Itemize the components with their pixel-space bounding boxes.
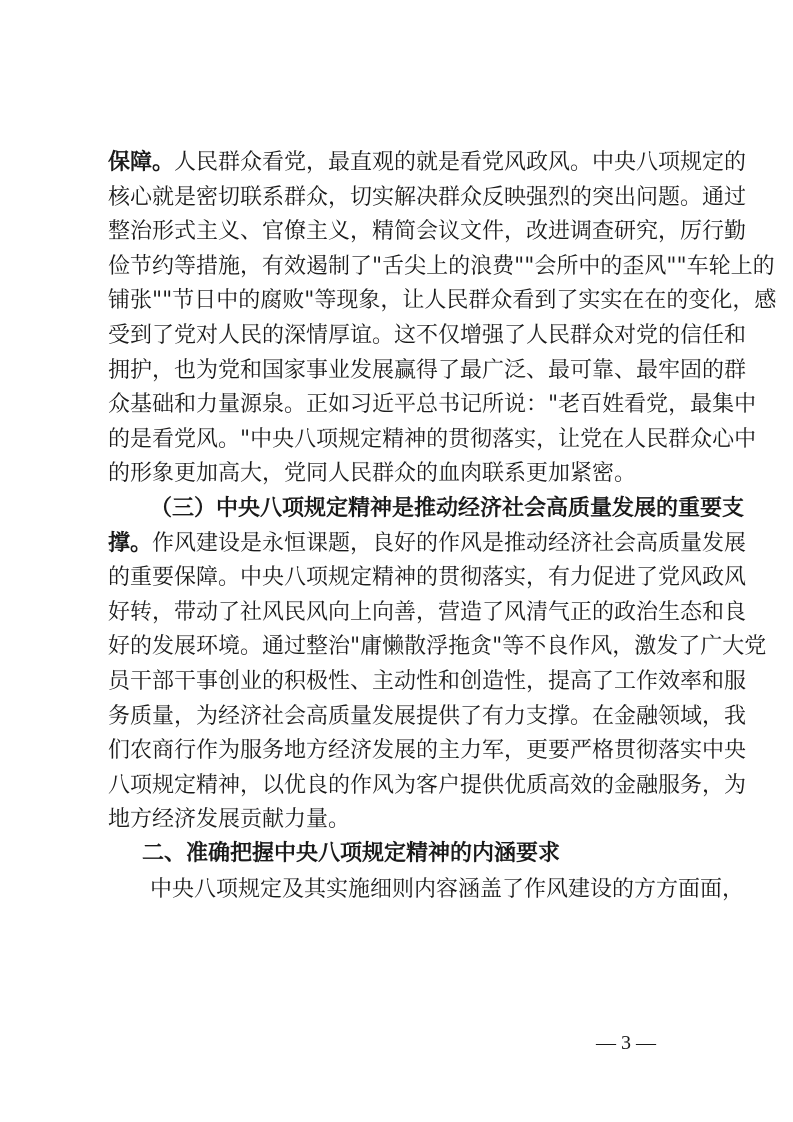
- text-line: [150, 874, 745, 904]
- body-text: 铺张""节日中的腐败"等现象，让人民群众看到了实实在在的变化，感: [108, 288, 777, 314]
- text-line: [108, 701, 747, 731]
- body-text: 的是看党风。"中央八项规定精神的贯彻落实，让党在人民群众心中: [108, 426, 757, 452]
- text-line: [108, 424, 757, 454]
- text-line: [108, 528, 747, 558]
- body-text: 务质量，为经济社会高质量发展提供了有力支撑。在金融领域，我: [108, 703, 747, 729]
- body-text: 作风建设是永恒课题，良好的作风是推动经济社会高质量发展: [152, 530, 747, 556]
- body-text: 员干部干事创业的积极性、主动性和创造性，提高了工作效率和服: [108, 669, 747, 694]
- body-text: 整治形式主义、官僚主义，精简会议文件，改进调查研究，厉行勤: [108, 219, 747, 245]
- text-line: [108, 804, 350, 834]
- bold-text: （三）中央八项规定精神是推动经济社会高质量发展的重要支: [150, 495, 745, 521]
- body-text: 地方经济发展贡献力量。: [108, 807, 351, 833]
- text-line: [108, 251, 775, 281]
- text-line: [108, 320, 747, 350]
- text-line: [108, 216, 747, 246]
- body-text: 的重要保障。中央八项规定精神的贯彻落实，有力促进了党风政风: [108, 565, 747, 591]
- body-text: 俭节约等措施，有效遏制了"舌尖上的浪费""会所中的歪风""车轮上的: [108, 253, 775, 279]
- text-line: [108, 562, 747, 592]
- body-text: 人民群众看党，最直观的就是看党风政风。中央八项规定的: [174, 150, 747, 175]
- section-heading: [142, 839, 560, 869]
- text-line: [108, 666, 747, 696]
- text-line: [108, 631, 767, 661]
- body-text: 好转，带动了社风民风向上向善，营造了风清气正的政治生态和良: [108, 599, 747, 625]
- text-line: [108, 770, 747, 800]
- body-text: 受到了党对人民的深情厚谊。这不仅增强了人民群众对党的信任和: [108, 323, 747, 348]
- body-text: 们农商行作为服务地方经济发展的主力军，更要严格贯彻落实中央: [108, 738, 747, 764]
- body-text: 核心就是密切联系群众，切实解决群众反映强烈的突出问题。通过: [108, 184, 747, 210]
- text-line: [108, 458, 636, 488]
- text-line: [150, 493, 745, 523]
- text-line: [108, 147, 747, 177]
- bold-text: 撑。: [108, 529, 153, 556]
- page-number: — 3 —: [596, 1032, 656, 1054]
- text-line: [108, 735, 747, 765]
- text-line: [108, 182, 747, 212]
- body-text: 好的发展环境。通过整治"庸懒散浮拖贪"等不良作风，激发了广大党: [108, 634, 767, 660]
- text-line: [108, 389, 757, 419]
- body-text: 八项规定精神，以优良的作风为客户提供优质高效的金融服务，为: [108, 772, 747, 798]
- body-text: 拥护，也为党和国家事业发展赢得了最广泛、最可靠、最牢固的群: [108, 357, 747, 383]
- bold-text: 保障。: [108, 149, 175, 175]
- bold-text: 二、准确把握中央八项规定精神的内涵要求: [142, 841, 561, 866]
- text-line: [108, 355, 747, 385]
- body-text: 的形象更加高大，党同人民群众的血肉联系更加紧密。: [108, 461, 637, 487]
- text-line: [108, 597, 747, 627]
- body-text: 中央八项规定及其实施细则内容涵盖了作风建设的方方面面，: [150, 876, 745, 902]
- body-text: 众基础和力量源泉。正如习近平总书记所说："老百姓看党，最集中: [108, 392, 757, 418]
- text-line: [108, 285, 777, 315]
